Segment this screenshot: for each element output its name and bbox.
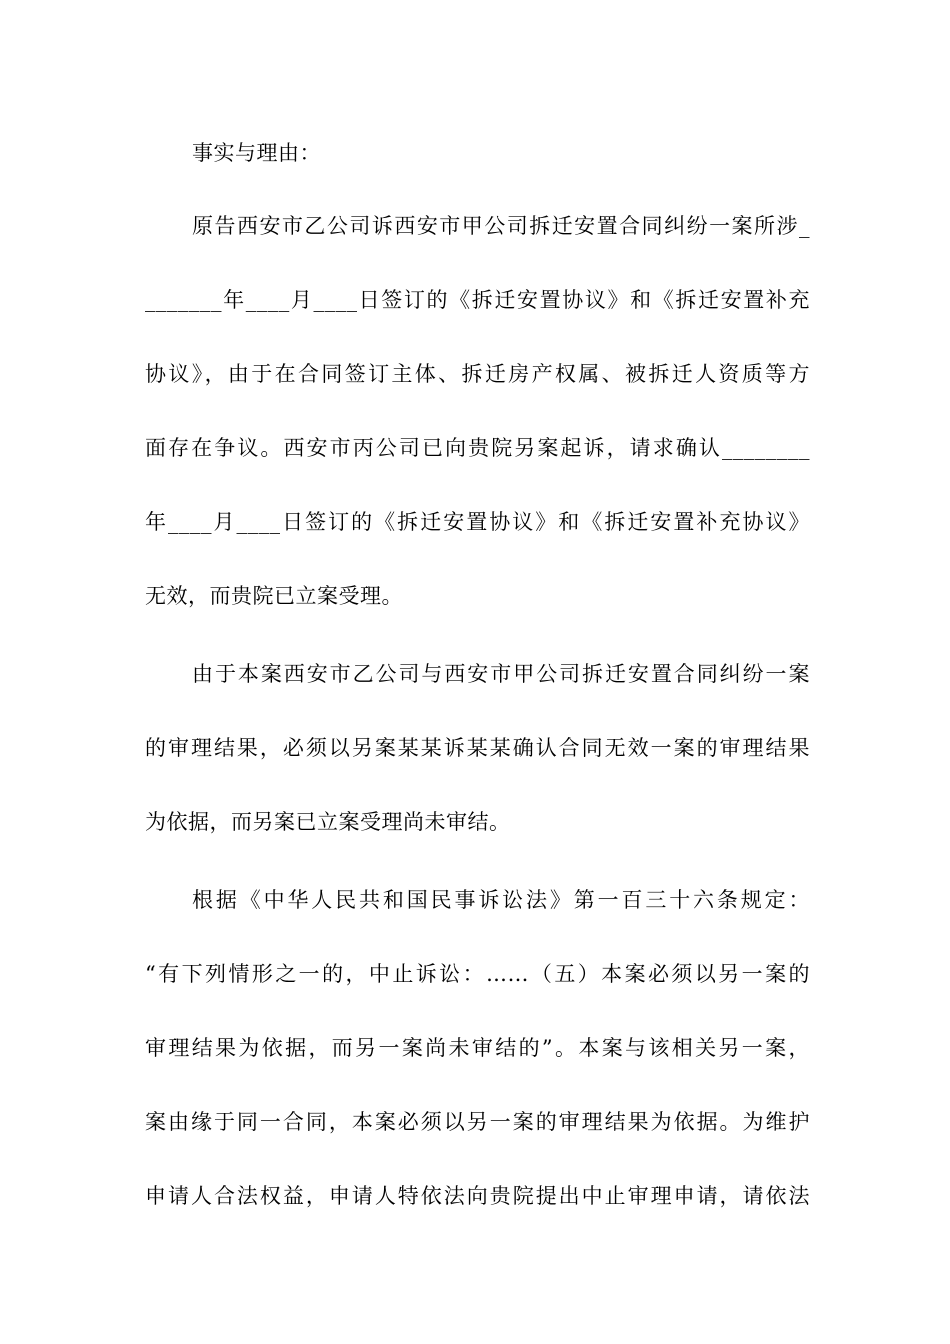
paragraph-1-line-2: _______年____月____日签订的《拆迁安置协议》和《拆迁安置补充 — [145, 288, 810, 312]
paragraph-1-line-3: 协议》，由于在合同签订主体、拆迁房产权属、被拆迁人资质等方 — [145, 362, 810, 386]
paragraph-3-line-2: “有下列情形之一的，中止诉讼：……（五）本案必须以另一案的 — [145, 962, 810, 986]
paragraph-1-line-4: 面存在争议。西安市丙公司已向贵院另案起诉，请求确认________ — [145, 436, 810, 460]
paragraph-2-line-1: 由于本案西安市乙公司与西安市甲公司拆迁安置合同纠纷一案 — [192, 662, 810, 686]
paragraph-3-line-5: 申请人合法权益，申请人特依法向贵院提出中止审理申请，请依法 — [145, 1184, 810, 1208]
paragraph-3-line-1: 根据《中华人民共和国民事诉讼法》第一百三十六条规定： — [192, 888, 810, 912]
paragraph-2-line-3: 为依据，而另案已立案受理尚未审结。 — [145, 810, 511, 834]
paragraph-1-line-6: 无效，而贵院已立案受理。 — [145, 584, 403, 608]
paragraph-2-line-2: 的审理结果，必须以另案某某诉某某确认合同无效一案的审理结果 — [145, 736, 810, 760]
paragraph-1-line-1: 原告西安市乙公司诉西安市甲公司拆迁安置合同纠纷一案所涉_ — [192, 214, 810, 238]
section-heading-facts-and-reasons: 事实与理由： — [192, 141, 321, 165]
paragraph-3-line-4: 案由缘于同一合同，本案必须以另一案的审理结果为依据。为维护 — [145, 1110, 810, 1134]
paragraph-1-line-5: 年____月____日签订的《拆迁安置协议》和《拆迁安置补充协议》 — [145, 510, 810, 534]
paragraph-3-line-3: 审理结果为依据，而另一案尚未审结的”。本案与该相关另一案， — [145, 1036, 810, 1060]
